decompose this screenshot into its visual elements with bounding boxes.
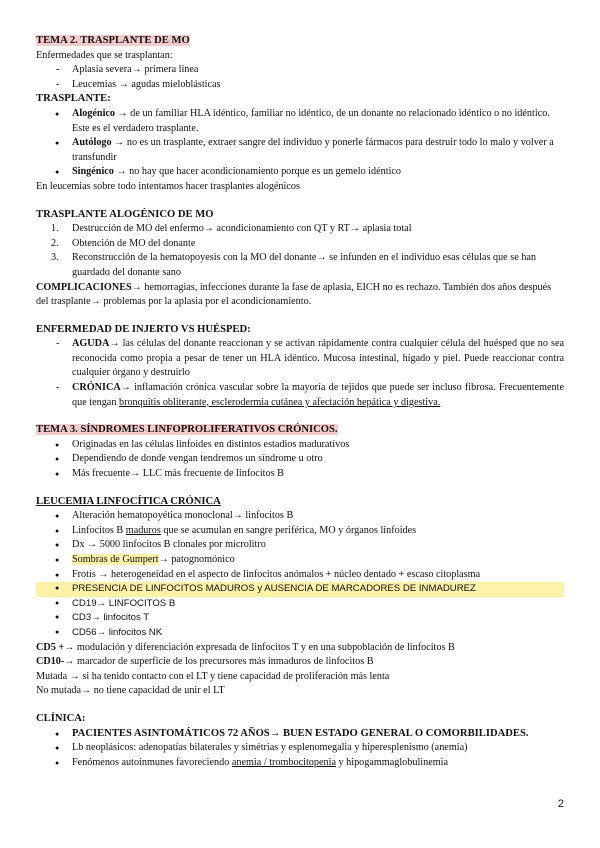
llc-list <box>36 509 564 640</box>
list-item: ● Lb neoplásicos: adenopatías bilaterales y simétrias y esplenomegalia y hiperesplenismo (anemia) <box>36 741 564 756</box>
tema3-title: TEMA 3. SÍNDROMES LINFOPROLIFERATIVOS CRÓNICOS. <box>36 424 338 436</box>
list-item: ● Originadas en las células linfoides en distintos estadios maduratívos <box>36 438 564 453</box>
eich-heading: ENFERMEDAD DE INJERTO VS HUÉSPED: <box>36 323 251 335</box>
leucemias-note: En leucemias sobre todo intentamos hacer trasplantes alogénicos <box>36 180 300 192</box>
complicaciones-paragraph: COMPLICACIONES→ hemorragias, infecciones durante la fase de aplasia, EICH no es rechazo. También dos años después del trasplante→ problemas por la aplasia por el acondicionamiento. <box>36 281 552 308</box>
cd10-line: CD10-→ marcador de superficie de los precursores más inmaduros de linfocitos B <box>36 656 374 668</box>
list-item: ● Fenómenos autoinmunes favoreciendo anemia / trombocitopenia y hipogammaglobulinemia <box>36 756 564 771</box>
list-item: ● Linfocitos B maduros que se acumulan en sangre periférica, MO y órganos linfoides <box>36 524 564 539</box>
list-item: - AGUDA→ las células del donante reaccionan y se activan rápidamente contra cualquier célula del huésped que no sea reconocida como propia a pesar de tener un HLA idéntico. Mucosa intestinal, hígado y piel. Puede reaccionar contra cualquier órgano y destruirlo <box>36 337 564 381</box>
list-item: ● Alteración hematopoyética monoclonal→ linfocitos B <box>36 509 564 524</box>
list-item: ● Alogénico → de un familiar HLA idéntico, familiar no idéntico, de un donante no relacionado idéntico o no idéntico. Este es el verdadero trasplante. <box>36 107 564 136</box>
list-item: 3. Reconstrucción de la hematopoyesis con la MO del donante→ se infunden en el individuo esas células que se han guardado del donante sano <box>51 252 536 278</box>
no-mutada-line: No mutada→ no tiene capacidad de unir el LT <box>36 685 225 697</box>
clinica-heading: CLÍNICA: <box>36 712 86 724</box>
mutada-line: Mutada → si ha tenido contacto con el LT y tiene capacidad de proliferación más lenta <box>36 670 390 682</box>
list-item: - Aplasia severa→ primera línea <box>36 63 564 78</box>
list-item: 2. Obtención de MO del donante <box>51 237 196 249</box>
list-item: - Leucemias → agudas mieloblásticas <box>36 78 564 93</box>
list-item: ● Más frecuente→ LLC más frecuente de linfocitos B <box>36 467 564 482</box>
llc-heading: LEUCEMIA LINFOCÍTICA CRÓNICA <box>36 495 221 507</box>
list-item: ● CD19→ LINFOCITOS B <box>36 597 564 612</box>
list-item: 1. Destrucción de MO del enfermo→ acondicionamiento con QT y RT→ aplasia total <box>51 223 412 235</box>
tema2-title: TEMA 2. TRASPLANTE DE MO <box>36 35 190 46</box>
page-number: 2 <box>557 798 564 810</box>
tema3-list <box>36 438 564 482</box>
list-item: ● CD56→ linfocitos NK <box>36 626 564 641</box>
list-item: ● Sombras de Gumpert→ patognomónico <box>36 553 564 568</box>
cd5-line: CD5 +→ modulación y diferenciación expresada de linfocitos T y en una subpoblación de linfocitos B <box>36 641 455 653</box>
eich-list <box>36 337 564 410</box>
document-page <box>36 34 564 770</box>
list-item: ● PACIENTES ASINTOMÁTICOS 72 AÑOS→ BUEN ESTADO GENERAL O COMORBILIDADES. <box>36 727 564 742</box>
list-item: ● Frotis → heterogeneidad en el aspecto de linfocitos anómalos + núcleo dentado + escaso citoplasma <box>36 568 564 583</box>
list-item: ● PRESENCIA DE LINFOCITOS MADUROS y AUSENCIA DE MARCADORES DE INMADUREZ <box>36 582 564 597</box>
list-item: ● Dependiendo de donde vengan tendremos un síndrome u otro <box>36 452 564 467</box>
alogenico-heading: TRASPLANTE ALOGÉNICO DE MO <box>36 208 214 220</box>
list-item: ● CD3→ linfocitos T <box>36 611 564 626</box>
list-item: ● Dx → 5000 linfocitos B clonales por microlitro <box>36 538 564 553</box>
alogenico-steps <box>36 222 564 280</box>
trasplante-types-list <box>36 107 564 180</box>
list-item: - CRÓNICA→ inflamación crónica vascular sobre la mayoría de tejidos que puede ser incluso fibrosa. Frecuentemente que tengan bronquitis obliterante, esclerodermia cutánea y afectación hepática y digestiva. <box>36 381 564 410</box>
clinica-list <box>36 727 564 771</box>
list-item: ● Autólogo → no es un trasplante, extraer sangre del individuo y ponerle fármacos para destruir todo lo malo y volver a transfundir <box>36 136 564 165</box>
enfermedades-intro: Enfermedades que se trasplantan: <box>36 49 173 61</box>
enfermedades-list <box>36 63 564 92</box>
trasplante-heading: TRASPLANTE: <box>36 93 111 105</box>
list-item: ● Singénico → no hay que hacer acondicionamiento porque es un gemelo idéntico <box>36 165 564 180</box>
